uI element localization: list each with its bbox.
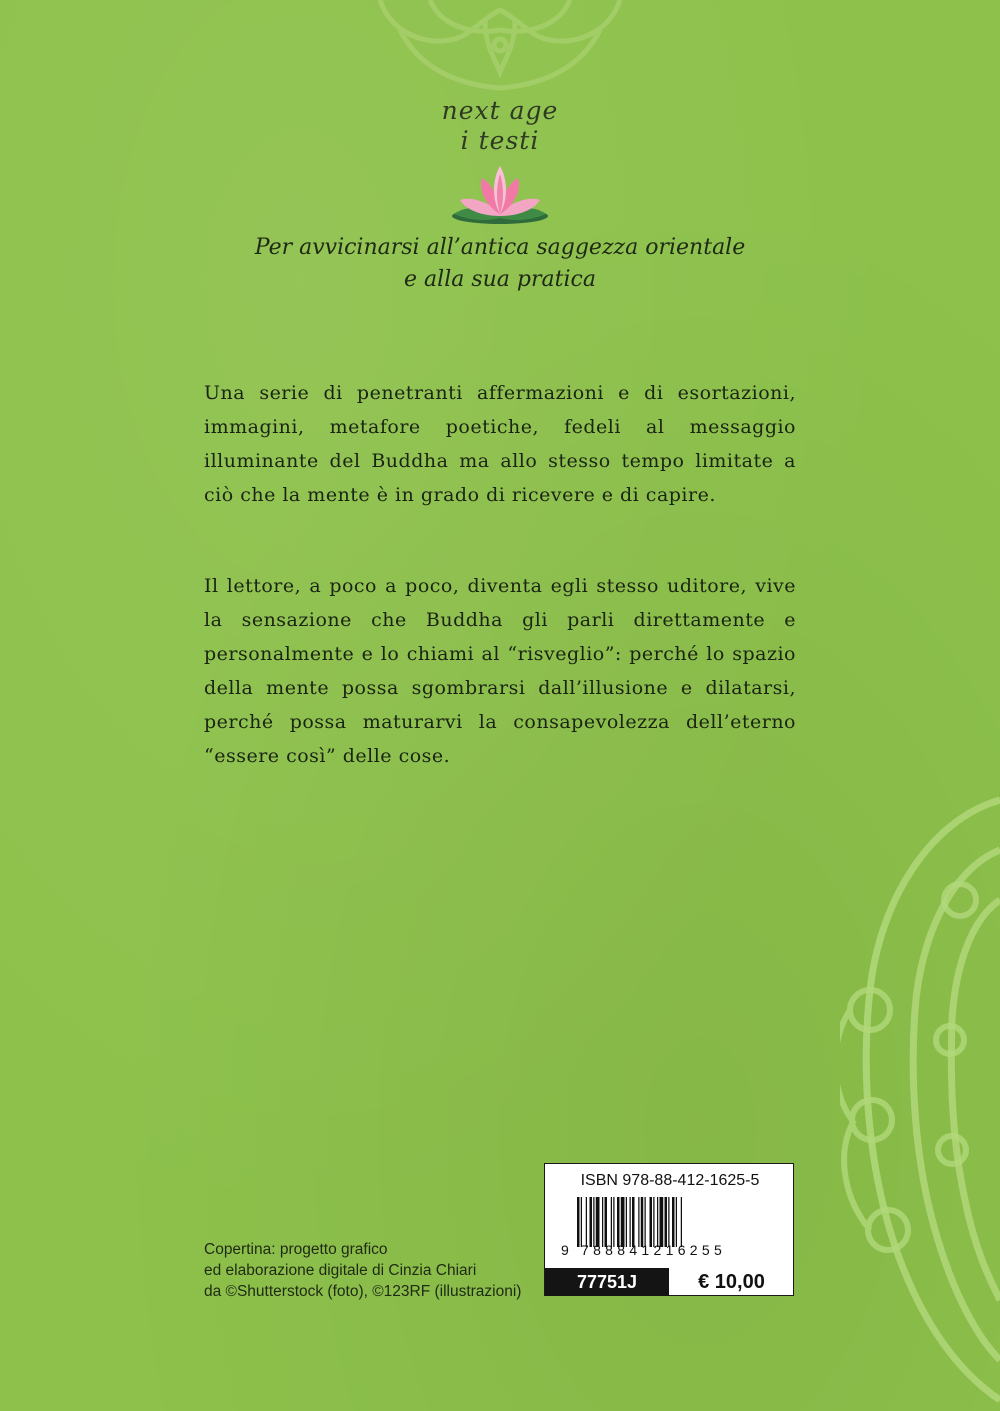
mandala-right-ornament xyxy=(840,780,1000,1410)
description-paragraph-1: Una serie di penetranti affermazioni e di esortazioni, immagini, metafore poetiche, fedeli al messaggio illuminante del Buddha ma allo stesso tempo limitate a ciò che la mente è in grado di ricevere e di capire. xyxy=(204,382,796,506)
credits-line1: Copertina: progetto grafico xyxy=(204,1241,388,1258)
cover-credits xyxy=(204,1239,544,1302)
barcode-digits: 788841216255 xyxy=(581,1242,727,1258)
isbn-label: ISBN 978-88-412-1625-5 xyxy=(580,1172,760,1189)
credits-line2: ed elaborazione digitale di Cinzia Chiari xyxy=(204,1262,477,1279)
credits-line3: da ©Shutterstock (foto), ©123RF (illustrazioni) xyxy=(204,1283,522,1300)
series-name-line2: i testi xyxy=(460,126,540,155)
tagline-line2: e alla sua pratica xyxy=(404,267,596,292)
barcode-box xyxy=(544,1163,794,1296)
barcode-first-digit: 9 xyxy=(561,1242,569,1258)
description-paragraph-2: Il lettore, a poco a poco, diventa egli stesso uditore, vive la sensazione che Buddha gli parli direttamente e personalmente e lo chiami al “risveglio”: perché lo spazio della mente possa sgombrarsi dall’illusione e dilatarsi, perché possa maturarvi la consapevolezza dell’eterno “essere così” delle cose. xyxy=(204,575,796,767)
tagline-line1: Per avvicinarsi all’antica saggezza orientale xyxy=(254,235,746,260)
price-label: € 10,00 xyxy=(698,1271,765,1293)
product-code: 77751J xyxy=(545,1268,669,1296)
lotus-icon xyxy=(448,160,552,228)
mandala-top-ornament xyxy=(360,0,640,95)
barcode-bars xyxy=(577,1197,765,1247)
series-name-line1: next age xyxy=(441,96,559,125)
